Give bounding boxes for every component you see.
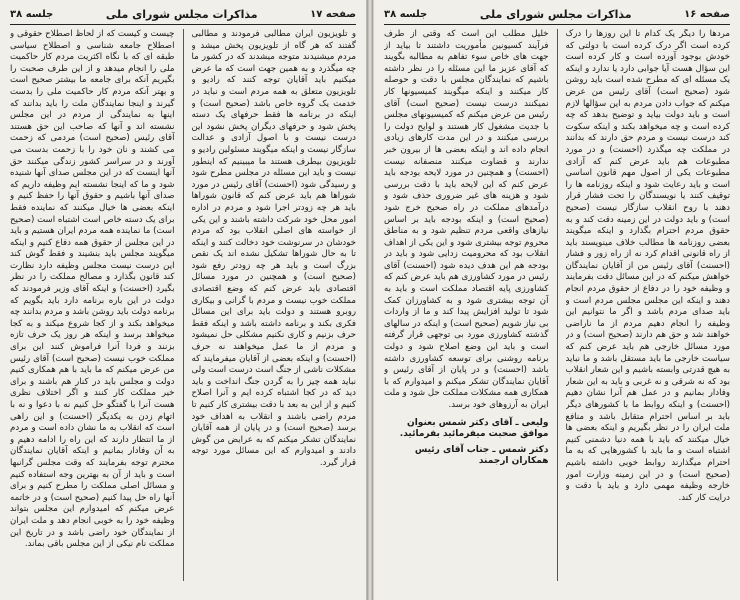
speaker-line-chair: ولیعی ـ آقای دکتر شمس بعنوان موافق صحبت میفرمائید بفرمائید. (399, 417, 549, 440)
right-page-title: مذاکرات مجلس شورای ملی (479, 8, 632, 21)
right-page (373, 0, 740, 600)
right-page-column-left-text: خلیل مطلب این است که وقتی از طرف فرآیند کسیونین مأموریت داشتند تا بیاید از جهت های خاص سوء تفاهم به مطالبه بگویند که آقای عزیز ما این مسئله را در نظر داشته باشیم که نمایندگان مجلس با دقت و حوصله کار میکنند و اینکه میگویند کمیسیونها کار نمیکنند درست نیست (صحیح است) آقای رئیس من عرض میکنم که کمیسیونهای مجلس با جدیت مشغول کار هستند و لوایح دولت را بررسی میکنند و در این مدت کارهای زیادی انجام داده اند و اینکه بعضی ها از بیرون خبر ندارند و قضاوت میکنند منصفانه نیست (احسنت) و همچنین در مورد لایحه بودجه باید عرض کنم که این لایحه باید با دقت بررسی شود و هزینه های غیر ضروری حذف شود و درآمدهای مملکت در راه صحیح خرج شود (صحیح است) و اینکه بودجه باید بر اساس نیازهای واقعی مردم تنظیم شود و به مناطق محروم توجه بیشتری شود و این یکی از اهداف انقلاب بود که محرومیت زدایی شود و باید در بودجه هم این هدف دیده شود (احسنت) آقای رئیس در مورد کشاورزی هم باید عرض کنم که کشاورزی پایه اقتصاد مملکت است و باید به آن توجه بیشتری شود و به کشاورزان کمک شود تا تولید افزایش پیدا کند و ما از واردات بی نیاز شویم (صحیح است) و اینکه در سالهای گذشته کشاورزی مورد بی توجهی قرار گرفته است و باید این وضع اصلاح شود و دولت برنامه روشنی برای توسعه کشاورزی داشته باشد (احسنت) و در پایان از آقای رئیس و آقایان نمایندگان تشکر میکنم و امیدوارم که با همکاری همه مشکلات مملکت حل شود و ملت ایران به آرزوهای خود برسد. (384, 29, 549, 410)
left-page-columns (10, 29, 356, 581)
left-page-title: مذاکرات مجلس شورای ملی (105, 8, 258, 21)
left-page-column-right: و تلویزیون ایران مطالبی فرمودند و مطالبی گفتند که هر گاه از تلویزیون پخش میشد و مردم میشنیدند متوجه میشدند که در کشور ما چه میگذرد و به همین جهت است که ما عرض میکنیم باید آقایان توجه کنند که رادیو و تلویزیون متعلق به همه مردم است و نباید در خدمت یک گروه خاص باشد (صحیح است) و اینکه در برنامه ها فقط حرفهای یک دسته پخش شود و حرفهای دیگران پخش نشود این درست نیست و با اصول آزادی و عدالت سازگار نیست و اینکه میگویند مسئولین رادیو و تلویزیون بیطرف هستند ما میبینیم که اینطور نیست و باید این مسئله در مجلس مطرح شود و رسیدگی شود (احسنت) آقای رئیس در مورد شوراها هم باید عرض کنم که قانون شوراها باید هر چه زودتر اجرا شود و مردم در اداره امور محل خود شرکت داشته باشند و این یکی از خواسته های اصلی انقلاب بود که مردم خودشان در سرنوشت خود دخالت کنند و اینکه تا به حال شوراها تشکیل نشده اند یک نقص بزرگ است و باید هر چه زودتر رفع شود (صحیح است) و همچنین در مورد مسائل اقتصادی باید عرض کنم که وضع اقتصادی مملکت خوب نیست و مردم با گرانی و بیکاری روبرو هستند و دولت باید برای این مسائل فکری بکند و برنامه داشته باشد و اینکه فقط حرف بزنیم و کاری نکنیم مشکلی حل نمیشود و مردم از ما عمل میخواهند نه حرف (احسنت) و اینکه بعضی از آقایان میفرمایند که مشکلات ناشی از جنگ است درست است ولی نباید همه چیز را به گردن جنگ انداخت و باید دید که در کجا اشتباه کرده ایم و آنرا اصلاح کنیم و از این به بعد با دقت بیشتری کار کنیم تا مردم راضی باشند و انقلاب به اهداف خود برسد (صحیح است) و در پایان از همه آقایان نمایندگان تشکر میکنم که به عرایض من گوش دادند و امیدوارم که این مسائل مورد توجه قرار گیرد. (191, 29, 356, 468)
left-page-column-left: چیست و کیست که از لحاظ اصطلاح حقوقی و اصطلاح جامعه شناسی و اصطلاح سیاسی طبقه ای که با نگاه اکثریت مردم کار حاکمیت ملی را انجام میدهد و از این طرف صحبت را بگیریم آنکه برای جامعه ما بیشتر صحیح است و بهتر آنکه مردم کار حاکمیت ملی را بدست گیرند و اینجا نمایندگان ملت را باید بدانند که اینها به نمایندگی از مردم در این مجلس نشسته اند و آنها که صاحب این حق هستند آقای رئیس (صحیح است) مردمی که زحمت می کشند و نان خود را با زحمت بدست می آورند و در سراسر کشور زندگی میکنند حق آنها اینست که در این مجلس صدای آنها شنیده شود و ما که اینجا نشسته ایم وظیفه داریم که صدای آنها باشیم و حقوق آنها را حفظ کنیم و اینکه بعضی ها خیال میکنند که نماینده فقط برای یک دسته خاص است اشتباه است (صحیح است) ما نماینده همه مردم ایران هستیم و باید در این مجلس از حقوق همه دفاع کنیم و اینکه میگویند مجلس باید بنشیند و فقط گوش کند این درست نیست مجلس وظیفه دارد نظارت کند قانون بگذارد و مصالح مملکت را در نظر بگیرد (احسنت) و اینکه آقای وزیر فرمودند که دولت در این باره برنامه دارد باید بگویم که برنامه دولت باید روشن باشد و مردم بدانند چه میخواهد بکند و از کجا شروع میکند و به کجا میخواهد برسد و اینکه هر روز یک حرف تازه بزنند و فردا آنرا فراموش کنند این برای مملکت خوب نیست (صحیح است) آقای رئیس من عرض میکنم که ما باید با هم همکاری کنیم دولت و مجلس باید در کنار هم باشند و برای خیر مملکت کار کنند و اگر اختلاف نظری هست آنرا با گفتگو حل کنیم نه با دعوا و نه با اتهام زدن به یکدیگر (احسنت) و این راهی است که انقلاب به ما نشان داده است و مردم از ما انتظار دارند که این راه را ادامه دهیم و به آن وفادار بمانیم و اینکه آقایان نمایندگان محترم توجه بفرمایند که وقت مجلس گرانبها است و باید از آن به بهترین وجه استفاده کنیم و مسائل اصلی مملکت را مطرح کنیم و برای آنها راه حل پیدا کنیم (صحیح است) و در خاتمه عرض میکنم که امیدوارم این مجلس بتواند وظیفه خود را به خوبی انجام دهد و ملت ایران از نمایندگان خود راضی باشد و در تاریخ این مملکت نام نیکی از این مجلس باقی بماند. (10, 29, 175, 550)
column-divider (557, 29, 558, 581)
left-page (0, 0, 367, 600)
speaker-line-shams: دکتر شمس ـ جناب آقای رئیس همکاران ارجمند (414, 444, 549, 467)
left-page-header (10, 8, 356, 25)
right-page-column-right: مردها را دیگر یک کدام تا این روزها را درک کرده است اگر درک کرده است با دولتی که خودش بوجود آورده است و کار کرده است این سؤال هست آیا جوابی دارد یا ندارد و اینکه یک مسئله ای که مطرح شده است باید روشن شود (صحیح است) آقای رئیس من عرض میکنم که جواب دادن مردم به این سؤالها لازم است و باید دولت بیاید و توضیح بدهد که چه کرده است و چه میخواهد بکند و اینکه سکوت کند درست نیست و مردم حق دارند که بدانند در مملکت چه میگذرد (احسنت) و در مورد مطبوعات هم باید عرض کنم که آزادی مطبوعات یکی از اصول مهم قانون اساسی است و باید رعایت شود و اینکه روزنامه ها را توقیف کنند یا نویسندگان را تحت فشار قرار دهند با روح انقلاب سازگار نیست (صحیح است) و باید دولت در این زمینه دقت کند و به حقوق مردم احترام بگذارد و اینکه میگویند بعضی روزنامه ها مطالب خلاف مینویسند باید از راه قانونی اقدام کرد نه از راه زور و فشار (احسنت) آقای رئیس من از آقایان نمایندگان خواهش میکنم که در این مسائل دقت بفرمایند و وظیفه خود را در دفاع از حقوق مردم انجام دهند و اینکه این مجلس مجلس مردم است و باید صدای مردم باشد و اگر ما نتوانیم این وظیفه را انجام دهیم مردم از ما ناراضی خواهند شد و حق هم دارند (صحیح است) و در مورد مسائل خارجی هم باید عرض کنم که سیاست خارجی ما باید مستقل باشد و ما نباید به هیچ قدرتی وابسته باشیم و این شعار انقلاب بود که نه شرقی و نه غربی و باید به این شعار وفادار بمانیم و در عمل هم آنرا نشان دهیم (احسنت) و اینکه روابط ما با کشورهای دیگر باید بر اساس احترام متقابل باشد و منافع ملت ایران را در نظر بگیریم و اینکه بعضی ها خیال میکنند که باید با همه دنیا دشمنی کنیم اشتباه است و ما باید با کشورهایی که به ما احترام میگذارند روابط خوبی داشته باشیم (صحیح است) و در این زمینه وزارت امور خارجه وظیفه مهمی دارد و باید با دقت و درایت کار کند. (565, 29, 730, 503)
right-page-column-left (384, 29, 549, 581)
left-page-number: صفحه ۱۷ (310, 9, 356, 20)
right-page-session: جلسه ۳۸ (384, 9, 428, 20)
right-page-columns (384, 29, 730, 581)
column-divider (183, 29, 184, 581)
right-page-header (384, 8, 730, 25)
speaker-block (384, 418, 549, 468)
right-page-number: صفحه ۱۶ (684, 9, 730, 20)
left-page-session: جلسه ۳۸ (10, 9, 54, 20)
